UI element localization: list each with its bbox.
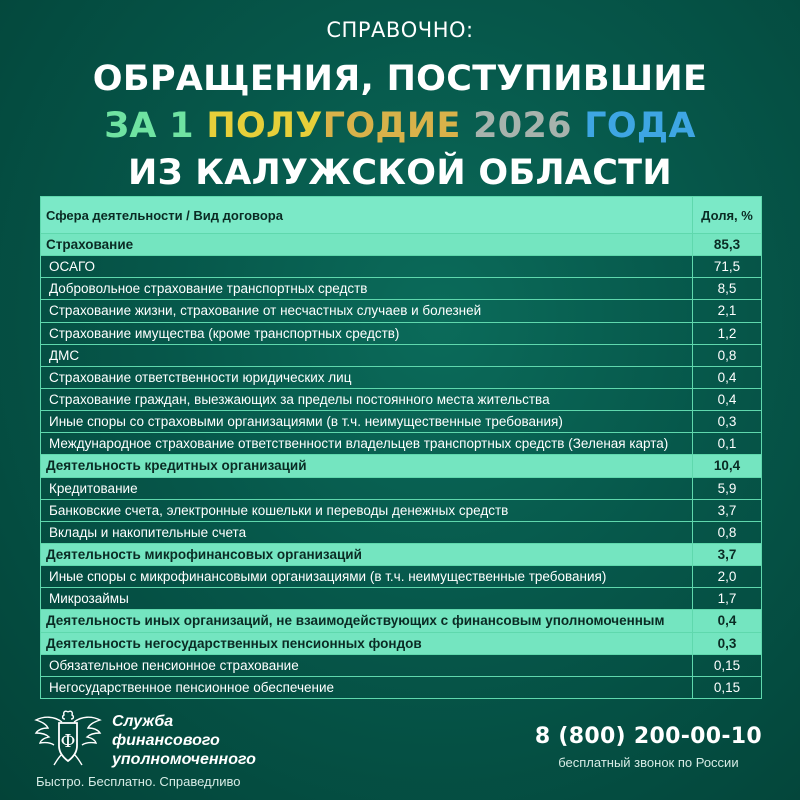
org-line-1: Служба [112,713,174,730]
table-row [41,278,762,300]
table-row [41,388,762,410]
row-name: ДМС [41,344,693,366]
row-name: Деятельность негосударственных пенсионных фондов [41,632,693,654]
row-value: 1,2 [693,322,762,344]
row-value: 0,3 [693,411,762,433]
svg-text:Ф: Ф [60,731,76,752]
table-header-row [41,197,762,234]
row-name: Страхование ответственности юридических лиц [41,366,693,388]
table-row [41,477,762,499]
table-row [41,322,762,344]
row-value: 0,4 [693,610,762,632]
row-name: Обязательное пенсионное страхование [41,654,693,676]
overline: СПРАВОЧНО: [326,18,474,42]
logo-area [30,706,330,796]
title-part-3: ГОДИЕ [322,106,474,146]
row-value: 71,5 [693,256,762,278]
row-name: Кредитование [41,477,693,499]
org-line-3: уполномоченного [112,751,256,768]
row-value: 0,3 [693,632,762,654]
table-row [41,588,762,610]
title-part-1: ЗА 1 [104,106,207,146]
category-row [41,632,762,654]
table-row [41,256,762,278]
eagle-shield-emblem-icon [32,706,104,768]
row-value: 10,4 [693,455,762,477]
row-name: Иные споры с микрофинансовыми организациями (в т.ч. неимущественные требования) [41,566,693,588]
header-value: Доля, % [693,197,762,234]
table-row [41,366,762,388]
row-name: Деятельность кредитных организаций [41,455,693,477]
row-value: 0,8 [693,344,762,366]
title-part-4: 2026 [473,106,585,146]
row-name: Страхование имущества (кроме транспортных средств) [41,322,693,344]
row-name: Вклады и накопительные счета [41,521,693,543]
row-value: 0,1 [693,433,762,455]
category-row [41,234,762,256]
row-name: Деятельность микрофинансовых организаций [41,543,693,565]
title-line-1: ОБРАЩЕНИЯ, ПОСТУПИВШИЕ [92,59,708,99]
row-name: Иные споры со страховыми организациями (в т.ч. неимущественные требования) [41,411,693,433]
row-name: Банковские счета, электронные кошельки и переводы денежных средств [41,499,693,521]
table-row [41,676,762,698]
row-value: 2,1 [693,300,762,322]
category-row [41,543,762,565]
row-name: Деятельность иных организаций, не взаимодействующих с финансовым уполномоченным [41,610,693,632]
title-line-3: ИЗ КАЛУЖСКОЙ ОБЛАСТИ [128,153,672,193]
table-row [41,300,762,322]
row-value: 2,0 [693,566,762,588]
table-row [41,411,762,433]
row-name: Негосударственное пенсионное обеспечение [41,676,693,698]
title-part-2: ПОЛУ [206,106,323,146]
row-name: Страхование жизни, страхование от несчастных случаев и болезней [41,300,693,322]
row-name: Микрозаймы [41,588,693,610]
header-name: Сфера деятельности / Вид договора [41,197,693,234]
phone-number[interactable]: 8 (800) 200-00-10 [534,724,762,749]
row-value: 3,7 [693,499,762,521]
table-row [41,344,762,366]
table-row [41,566,762,588]
data-table [40,196,762,699]
table-row [41,521,762,543]
row-value: 1,7 [693,588,762,610]
org-line-2: финансового [112,732,220,749]
contact-block [535,724,762,770]
row-value: 0,8 [693,521,762,543]
slogan: Быстро. Бесплатно. Справедливо [36,774,241,789]
row-name: Страхование граждан, выезжающих за пределы постоянного места жительства [41,388,693,410]
row-value: 3,7 [693,543,762,565]
phone-note: бесплатный звонок по России [558,755,739,770]
table-row [41,499,762,521]
row-value: 0,15 [693,676,762,698]
row-value: 5,9 [693,477,762,499]
org-name [112,712,322,769]
title-line-2 [0,103,800,149]
table-row [41,433,762,455]
row-name: Международное страхование ответственности владельцев транспортных средств (Зеленая карта) [41,433,693,455]
row-name: Страхование [41,234,693,256]
row-name: ОСАГО [41,256,693,278]
row-value: 0,4 [693,388,762,410]
category-row [41,455,762,477]
category-row [41,610,762,632]
appeals-table [40,196,761,699]
table-row [41,654,762,676]
row-value: 0,15 [693,654,762,676]
title-part-5: ГОДА [584,106,696,146]
row-name: Добровольное страхование транспортных средств [41,278,693,300]
row-value: 85,3 [693,234,762,256]
row-value: 0,4 [693,366,762,388]
row-value: 8,5 [693,278,762,300]
